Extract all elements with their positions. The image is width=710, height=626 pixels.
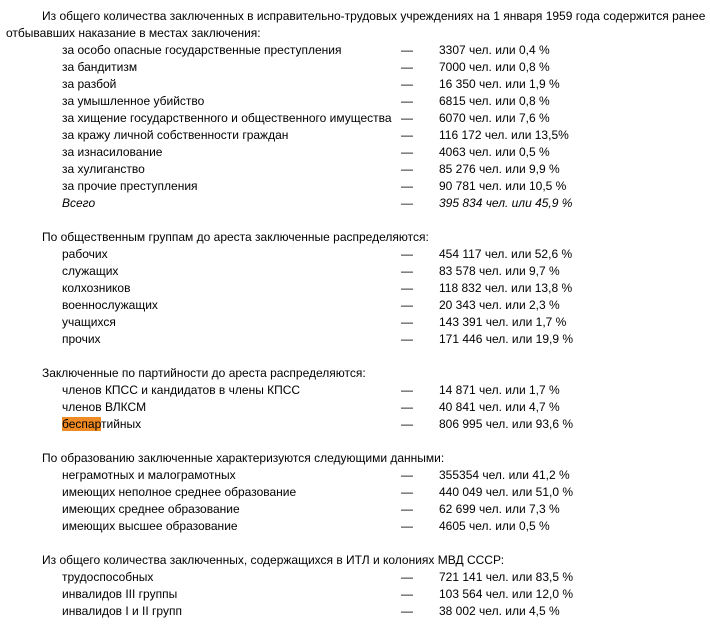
row-dash: — xyxy=(401,332,413,346)
row-label: за бандитизм xyxy=(62,60,138,74)
section-heading-education: По образованию заключенные характеризуются следующими данными: xyxy=(42,451,445,465)
row-dash: — xyxy=(401,587,413,601)
row-dash: — xyxy=(401,60,413,74)
row-dash: — xyxy=(401,145,413,159)
table-row xyxy=(0,110,710,127)
row-label-rest: тийных xyxy=(101,417,142,431)
row-dash: — xyxy=(401,485,413,499)
row-label: за хулиганство xyxy=(62,162,145,176)
row-label: имеющих высшее образование xyxy=(62,519,238,533)
row-value: 721 141 чел. или 83,5 % xyxy=(439,570,574,584)
table-row xyxy=(0,144,710,161)
table-row xyxy=(0,484,710,501)
total-value: 395 834 чел. или 45,9 % xyxy=(439,196,573,210)
row-label: колхозников xyxy=(62,281,131,295)
row-label xyxy=(62,416,141,433)
row-label: учащихся xyxy=(62,315,116,329)
row-label: имеющих неполное среднее образование xyxy=(62,485,297,499)
row-label: инвалидов III группы xyxy=(62,587,178,601)
row-dash: — xyxy=(401,502,413,516)
table-row xyxy=(0,586,710,603)
row-dash: — xyxy=(401,604,413,618)
table-row xyxy=(0,416,710,433)
row-dash: — xyxy=(401,247,413,261)
row-dash: — xyxy=(401,128,413,142)
row-dash: — xyxy=(401,383,413,397)
table-row xyxy=(0,127,710,144)
row-dash: — xyxy=(401,281,413,295)
total-row xyxy=(0,195,710,212)
row-value: 62 699 чел. или 7,3 % xyxy=(439,502,560,516)
row-value: 143 391 чел. или 1,7 % xyxy=(439,315,567,329)
row-label: неграмотных и малограмотных xyxy=(62,468,236,482)
row-dash: — xyxy=(401,519,413,533)
row-label: прочих xyxy=(62,332,101,346)
table-row xyxy=(0,178,710,195)
row-dash: — xyxy=(401,400,413,414)
row-label: за разбой xyxy=(62,77,117,91)
table-row xyxy=(0,314,710,331)
row-value: 116 172 чел. или 13,5% xyxy=(439,128,569,142)
row-label: за умышленное убийство xyxy=(62,94,205,108)
row-label: рабочих xyxy=(62,247,108,261)
row-dash: — xyxy=(401,196,413,210)
row-dash: — xyxy=(401,570,413,584)
table-row xyxy=(0,246,710,263)
row-dash: — xyxy=(401,77,413,91)
row-label: за хищение государственного и общественного имущества xyxy=(62,111,392,125)
row-value: 6815 чел. или 0,8 % xyxy=(439,94,550,108)
row-dash: — xyxy=(401,94,413,108)
row-value: 103 564 чел. или 12,0 % xyxy=(439,587,574,601)
table-row xyxy=(0,297,710,314)
row-label: за кражу личной собственности граждан xyxy=(62,128,289,142)
row-label: членов КПСС и кандидатов в члены КПСС xyxy=(62,383,301,397)
table-row xyxy=(0,331,710,348)
section-heading-party: Заключенные по партийности до ареста распределяются: xyxy=(42,366,366,380)
row-value: 355354 чел. или 41,2 % xyxy=(439,468,570,482)
table-row xyxy=(0,93,710,110)
row-label: трудоспособных xyxy=(62,570,154,584)
row-dash: — xyxy=(401,417,413,431)
row-value: 806 995 чел. или 93,6 % xyxy=(439,417,574,431)
row-value: 20 343 чел. или 2,3 % xyxy=(439,298,560,312)
row-dash: — xyxy=(401,264,413,278)
row-dash: — xyxy=(401,315,413,329)
row-label: имеющих среднее образование xyxy=(62,502,240,516)
row-value: 40 841 чел. или 4,7 % xyxy=(439,400,560,414)
table-row xyxy=(0,569,710,586)
section-heading-social: По общественным группам до ареста заключенные распределяются: xyxy=(42,230,429,244)
row-value: 454 117 чел. или 52,6 % xyxy=(439,247,573,261)
row-label: за изнасилование xyxy=(62,145,163,159)
row-value: 6070 чел. или 7,6 % xyxy=(439,111,550,125)
row-value: 83 578 чел. или 9,7 % xyxy=(439,264,560,278)
table-row xyxy=(0,399,710,416)
table-row xyxy=(0,518,710,535)
search-highlight: беспар xyxy=(62,417,101,431)
row-value: 16 350 чел. или 1,9 % xyxy=(439,77,560,91)
table-row xyxy=(0,467,710,484)
row-value: 7000 чел. или 0,8 % xyxy=(439,60,550,74)
row-value: 3307 чел. или 0,4 % xyxy=(439,43,550,57)
table-row xyxy=(0,382,710,399)
row-value: 90 781 чел. или 10,5 % xyxy=(439,179,567,193)
table-row xyxy=(0,42,710,59)
table-row xyxy=(0,76,710,93)
row-value: 4605 чел. или 0,5 % xyxy=(439,519,550,533)
row-value: 440 049 чел. или 51,0 % xyxy=(439,485,574,499)
row-label: членов ВЛКСМ xyxy=(62,400,147,414)
table-row xyxy=(0,161,710,178)
row-value: 4063 чел. или 0,5 % xyxy=(439,145,550,159)
row-value: 171 446 чел. или 19,9 % xyxy=(439,332,574,346)
row-dash: — xyxy=(401,298,413,312)
table-row xyxy=(0,263,710,280)
total-label: Всего xyxy=(62,196,96,210)
row-value: 118 832 чел. или 13,8 % xyxy=(439,281,573,295)
row-dash: — xyxy=(401,111,413,125)
row-dash: — xyxy=(401,162,413,176)
section-heading-camps: Из общего количества заключенных, содержащихся в ИТЛ и колониях МВД СССР: xyxy=(42,553,505,567)
row-dash: — xyxy=(401,179,413,193)
table-row xyxy=(0,59,710,76)
table-row xyxy=(0,603,710,620)
row-label: военнослужащих xyxy=(62,298,158,312)
row-label: инвалидов I и II групп xyxy=(62,604,182,618)
row-value: 14 871 чел. или 1,7 % xyxy=(439,383,560,397)
row-label: служащих xyxy=(62,264,119,278)
row-label: за прочие преступления xyxy=(62,179,198,193)
row-label: за особо опасные государственные преступления xyxy=(62,43,342,57)
row-dash: — xyxy=(401,468,413,482)
table-row xyxy=(0,501,710,518)
table-row xyxy=(0,280,710,297)
row-value: 85 276 чел. или 9,9 % xyxy=(439,162,560,176)
row-value: 38 002 чел. или 4,5 % xyxy=(439,604,560,618)
row-dash: — xyxy=(401,43,413,57)
intro-paragraph: Из общего количества заключенных в исправительно-трудовых учреждениях на 1 января 1959 года содержится ранее отбывавших наказание в местах заключения: xyxy=(6,9,706,40)
